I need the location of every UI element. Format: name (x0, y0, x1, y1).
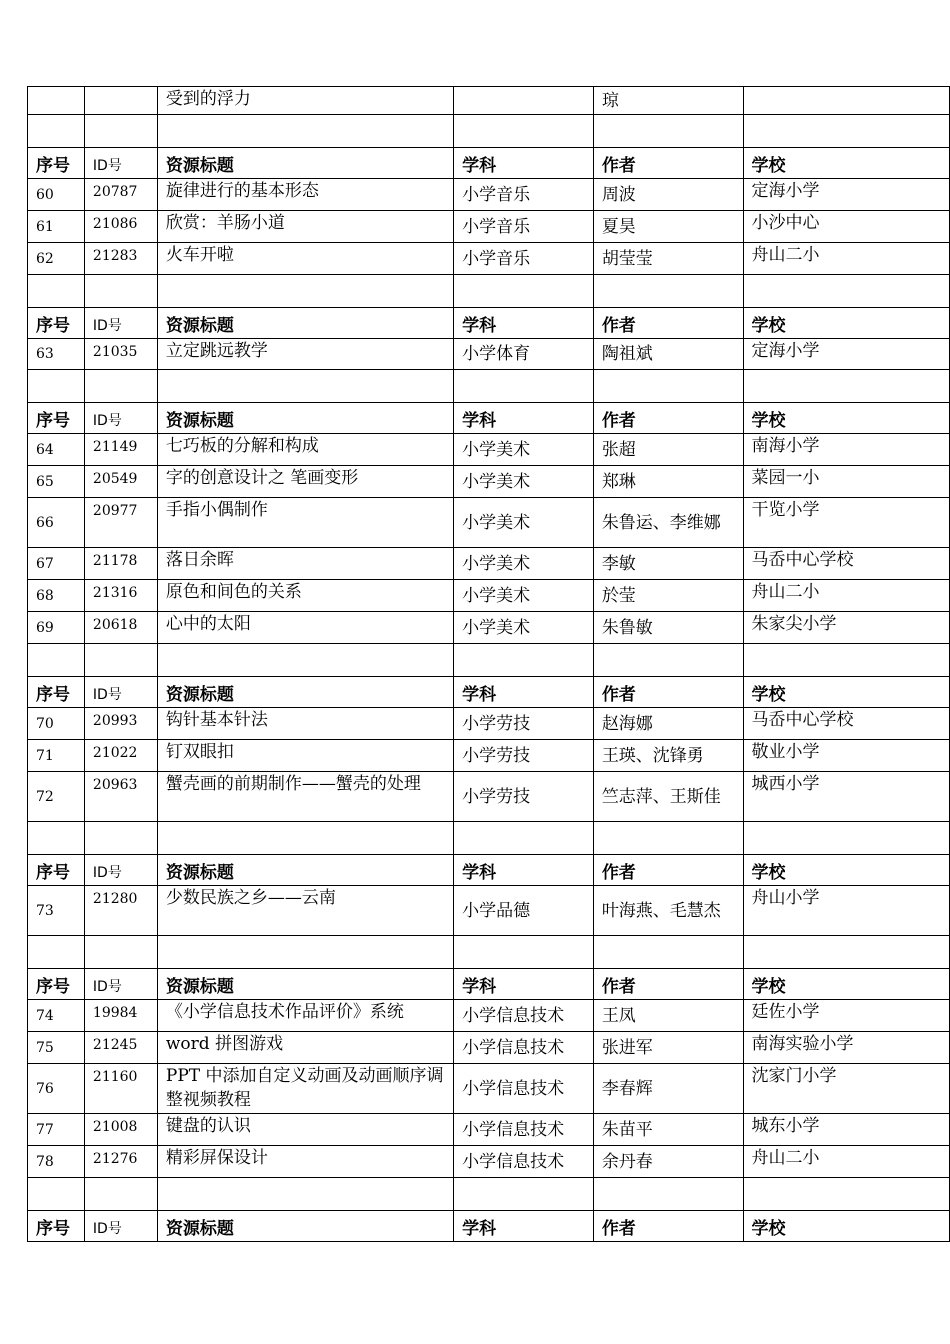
cell-author: 於莹 (593, 580, 743, 612)
empty-cell (157, 1178, 453, 1211)
header-subject: 学科 (454, 969, 594, 1000)
header-seq: 序号 (28, 148, 85, 179)
empty-cell (28, 822, 85, 855)
empty-cell (454, 275, 594, 308)
cell-subject: 小学美术 (454, 466, 594, 498)
cell-seq: 72 (28, 772, 85, 822)
empty-cell (157, 822, 453, 855)
table-row (28, 708, 950, 740)
header-school: 学校 (743, 403, 950, 434)
table-row (28, 339, 950, 370)
header-seq: 序号 (28, 677, 85, 708)
resource-table (27, 86, 950, 1242)
empty-cell (84, 115, 157, 148)
cell-seq: 71 (28, 740, 85, 772)
cell-id: 20549 (84, 466, 157, 498)
empty-cell (28, 275, 85, 308)
cell-school: 南海实验小学 (743, 1032, 950, 1064)
cell-author: 张进军 (593, 1032, 743, 1064)
cell-school: 舟山小学 (743, 886, 950, 936)
header-title: 资源标题 (157, 855, 453, 886)
header-row (28, 148, 950, 179)
cell-subject: 小学劳技 (454, 772, 594, 822)
table-row (28, 886, 950, 936)
header-title: 资源标题 (157, 1211, 453, 1242)
header-author: 作者 (593, 403, 743, 434)
table-row (28, 772, 950, 822)
cell-school: 城东小学 (743, 1114, 950, 1146)
cell-title: 《小学信息技术作品评价》系统 (157, 1000, 453, 1032)
cell-seq (28, 87, 85, 115)
cell-subject: 小学美术 (454, 580, 594, 612)
empty-cell (157, 115, 453, 148)
cell-author: 琼 (593, 87, 743, 115)
cell-school: 舟山二小 (743, 580, 950, 612)
cell-author: 余丹春 (593, 1146, 743, 1178)
empty-cell (84, 1178, 157, 1211)
header-subject: 学科 (454, 148, 594, 179)
cell-school: 城西小学 (743, 772, 950, 822)
cell-id: 21008 (84, 1114, 157, 1146)
table-row (28, 580, 950, 612)
cell-id: 21086 (84, 211, 157, 243)
empty-cell (454, 822, 594, 855)
cell-seq: 61 (28, 211, 85, 243)
header-seq: 序号 (28, 1211, 85, 1242)
cell-title: 立定跳远教学 (157, 339, 453, 370)
cell-author: 李敏 (593, 548, 743, 580)
cell-id (84, 87, 157, 115)
cell-title: 键盘的认识 (157, 1114, 453, 1146)
header-author: 作者 (593, 677, 743, 708)
cell-title: 欣赏：羊肠小道 (157, 211, 453, 243)
cell-id: 21276 (84, 1146, 157, 1178)
cell-seq: 76 (28, 1064, 85, 1114)
cell-seq: 62 (28, 243, 85, 275)
header-seq: 序号 (28, 855, 85, 886)
empty-cell (593, 115, 743, 148)
table-row (28, 434, 950, 466)
header-row (28, 855, 950, 886)
empty-cell (84, 936, 157, 969)
empty-cell (593, 370, 743, 403)
header-id: ID号 (84, 148, 157, 179)
cell-id: 20963 (84, 772, 157, 822)
header-row (28, 403, 950, 434)
spacer-row (28, 370, 950, 403)
cell-subject: 小学音乐 (454, 179, 594, 211)
cell-seq: 65 (28, 466, 85, 498)
cell-author: 夏昊 (593, 211, 743, 243)
header-title: 资源标题 (157, 969, 453, 1000)
cell-author: 叶海燕、毛慧杰 (593, 886, 743, 936)
cell-seq: 69 (28, 612, 85, 644)
empty-cell (743, 275, 950, 308)
header-subject: 学科 (454, 1211, 594, 1242)
empty-cell (84, 275, 157, 308)
empty-cell (743, 644, 950, 677)
header-subject: 学科 (454, 855, 594, 886)
empty-cell (84, 370, 157, 403)
header-title: 资源标题 (157, 148, 453, 179)
cell-subject: 小学信息技术 (454, 1032, 594, 1064)
cell-school: 马岙中心学校 (743, 708, 950, 740)
empty-cell (157, 644, 453, 677)
empty-cell (743, 936, 950, 969)
cell-subject: 小学信息技术 (454, 1146, 594, 1178)
spacer-row (28, 275, 950, 308)
cell-subject: 小学信息技术 (454, 1114, 594, 1146)
cell-title: word 拼图游戏 (157, 1032, 453, 1064)
empty-cell (28, 936, 85, 969)
cell-title: 字的创意设计之 笔画变形 (157, 466, 453, 498)
cell-id: 21160 (84, 1064, 157, 1114)
cell-id: 20993 (84, 708, 157, 740)
cell-author: 周波 (593, 179, 743, 211)
cell-seq: 66 (28, 498, 85, 548)
cell-title: 七巧板的分解和构成 (157, 434, 453, 466)
cell-seq: 64 (28, 434, 85, 466)
cell-id: 21035 (84, 339, 157, 370)
cell-author: 朱鲁运、李维娜 (593, 498, 743, 548)
header-subject: 学科 (454, 677, 594, 708)
cell-id: 21178 (84, 548, 157, 580)
header-school: 学校 (743, 677, 950, 708)
header-school: 学校 (743, 308, 950, 339)
cell-school: 菜园一小 (743, 466, 950, 498)
header-title: 资源标题 (157, 403, 453, 434)
cell-author: 赵海娜 (593, 708, 743, 740)
header-id: ID号 (84, 855, 157, 886)
table-row (28, 1000, 950, 1032)
cell-title: 精彩屏保设计 (157, 1146, 453, 1178)
empty-cell (454, 370, 594, 403)
spacer-row (28, 1178, 950, 1211)
cell-subject: 小学信息技术 (454, 1000, 594, 1032)
empty-cell (84, 822, 157, 855)
table-row (28, 548, 950, 580)
table-row (28, 498, 950, 548)
table-row (28, 1064, 950, 1114)
cell-school: 舟山二小 (743, 243, 950, 275)
header-title: 资源标题 (157, 308, 453, 339)
empty-cell (743, 822, 950, 855)
cell-title: 蟹壳画的前期制作——蟹壳的处理 (157, 772, 453, 822)
cell-id: 20977 (84, 498, 157, 548)
header-author: 作者 (593, 148, 743, 179)
cell-school: 朱家尖小学 (743, 612, 950, 644)
cell-seq: 63 (28, 339, 85, 370)
header-row (28, 969, 950, 1000)
header-id: ID号 (84, 969, 157, 1000)
cell-school: 廷佐小学 (743, 1000, 950, 1032)
cell-seq: 77 (28, 1114, 85, 1146)
table-row (28, 740, 950, 772)
header-row (28, 308, 950, 339)
header-row (28, 1211, 950, 1242)
empty-cell (454, 115, 594, 148)
cell-school: 舟山二小 (743, 1146, 950, 1178)
header-author: 作者 (593, 855, 743, 886)
cell-author: 朱苗平 (593, 1114, 743, 1146)
cell-subject (454, 87, 594, 115)
cell-title: 钩针基本针法 (157, 708, 453, 740)
header-title: 资源标题 (157, 677, 453, 708)
table-row (28, 211, 950, 243)
cell-seq: 73 (28, 886, 85, 936)
empty-cell (454, 644, 594, 677)
cell-id: 21245 (84, 1032, 157, 1064)
cell-subject: 小学音乐 (454, 211, 594, 243)
cell-subject: 小学音乐 (454, 243, 594, 275)
cell-school: 定海小学 (743, 179, 950, 211)
cell-author: 郑琳 (593, 466, 743, 498)
cell-subject: 小学美术 (454, 434, 594, 466)
empty-cell (743, 1178, 950, 1211)
cell-author: 竺志萍、王斯佳 (593, 772, 743, 822)
header-author: 作者 (593, 1211, 743, 1242)
table-row (28, 1146, 950, 1178)
empty-cell (84, 644, 157, 677)
cell-author: 王凤 (593, 1000, 743, 1032)
empty-cell (593, 1178, 743, 1211)
cell-id: 19984 (84, 1000, 157, 1032)
header-school: 学校 (743, 1211, 950, 1242)
cell-id: 21280 (84, 886, 157, 936)
header-row (28, 677, 950, 708)
cell-school: 小沙中心 (743, 211, 950, 243)
cell-title: 手指小偶制作 (157, 498, 453, 548)
cell-seq: 68 (28, 580, 85, 612)
header-seq: 序号 (28, 403, 85, 434)
cell-subject: 小学信息技术 (454, 1064, 594, 1114)
cell-school: 定海小学 (743, 339, 950, 370)
cell-subject: 小学体育 (454, 339, 594, 370)
empty-cell (743, 370, 950, 403)
table-row (28, 243, 950, 275)
resource-table-body (28, 87, 950, 1242)
header-school: 学校 (743, 855, 950, 886)
table-row (28, 1114, 950, 1146)
empty-cell (157, 936, 453, 969)
table-row (28, 1032, 950, 1064)
cell-school: 马岙中心学校 (743, 548, 950, 580)
empty-cell (593, 644, 743, 677)
empty-cell (593, 822, 743, 855)
empty-cell (157, 370, 453, 403)
header-id: ID号 (84, 1211, 157, 1242)
cell-subject: 小学美术 (454, 548, 594, 580)
cell-seq: 67 (28, 548, 85, 580)
header-author: 作者 (593, 308, 743, 339)
spacer-row (28, 936, 950, 969)
cell-subject: 小学品德 (454, 886, 594, 936)
cell-title: 心中的太阳 (157, 612, 453, 644)
empty-cell (743, 115, 950, 148)
cell-school: 敬业小学 (743, 740, 950, 772)
cell-subject: 小学美术 (454, 498, 594, 548)
cell-subject: 小学劳技 (454, 708, 594, 740)
cell-title: 少数民族之乡——云南 (157, 886, 453, 936)
cell-author: 朱鲁敏 (593, 612, 743, 644)
empty-cell (28, 115, 85, 148)
cell-author: 李春辉 (593, 1064, 743, 1114)
cell-subject: 小学美术 (454, 612, 594, 644)
header-author: 作者 (593, 969, 743, 1000)
spacer-row (28, 115, 950, 148)
header-subject: 学科 (454, 308, 594, 339)
table-row (28, 179, 950, 211)
spacer-row (28, 644, 950, 677)
header-id: ID号 (84, 403, 157, 434)
table-row (28, 612, 950, 644)
cell-school: 干览小学 (743, 498, 950, 548)
header-school: 学校 (743, 969, 950, 1000)
header-seq: 序号 (28, 308, 85, 339)
cell-subject: 小学劳技 (454, 740, 594, 772)
cell-id: 20787 (84, 179, 157, 211)
empty-cell (454, 1178, 594, 1211)
cell-title: 原色和间色的关系 (157, 580, 453, 612)
empty-cell (454, 936, 594, 969)
cell-author: 陶祖斌 (593, 339, 743, 370)
cell-school: 沈家门小学 (743, 1064, 950, 1114)
cell-title: 受到的浮力 (157, 87, 453, 115)
cell-id: 20618 (84, 612, 157, 644)
cell-title: 火车开啦 (157, 243, 453, 275)
cell-seq: 60 (28, 179, 85, 211)
cell-school: 南海小学 (743, 434, 950, 466)
header-subject: 学科 (454, 403, 594, 434)
empty-cell (28, 370, 85, 403)
header-id: ID号 (84, 677, 157, 708)
table-row (28, 87, 950, 115)
empty-cell (157, 275, 453, 308)
header-school: 学校 (743, 148, 950, 179)
cell-author: 王瑛、沈锋勇 (593, 740, 743, 772)
cell-title: 落日余晖 (157, 548, 453, 580)
cell-title: 钉双眼扣 (157, 740, 453, 772)
cell-id: 21022 (84, 740, 157, 772)
cell-author: 张超 (593, 434, 743, 466)
cell-author: 胡莹莹 (593, 243, 743, 275)
cell-id: 21283 (84, 243, 157, 275)
spacer-row (28, 822, 950, 855)
empty-cell (593, 275, 743, 308)
header-id: ID号 (84, 308, 157, 339)
cell-id: 21316 (84, 580, 157, 612)
empty-cell (593, 936, 743, 969)
cell-seq: 75 (28, 1032, 85, 1064)
cell-seq: 74 (28, 1000, 85, 1032)
table-row (28, 466, 950, 498)
cell-school (743, 87, 950, 115)
cell-seq: 70 (28, 708, 85, 740)
cell-seq: 78 (28, 1146, 85, 1178)
cell-id: 21149 (84, 434, 157, 466)
cell-title: PPT 中添加自定义动画及动画顺序调整视频教程 (157, 1064, 453, 1114)
cell-title: 旋律进行的基本形态 (157, 179, 453, 211)
empty-cell (28, 644, 85, 677)
empty-cell (28, 1178, 85, 1211)
header-seq: 序号 (28, 969, 85, 1000)
